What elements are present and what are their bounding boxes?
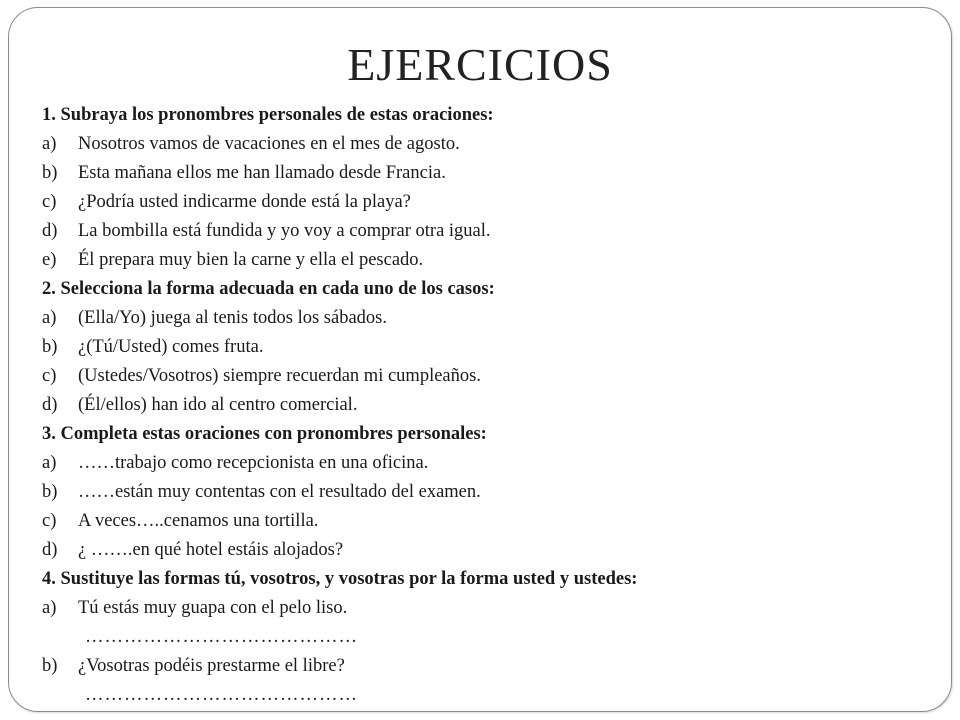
item-letter: a) [42, 453, 57, 473]
item-text: Nosotros vamos de vacaciones en el mes de agosto. [78, 134, 460, 154]
section-4-heading: 4. Sustituye las formas tú, vosotros, y vosotras por la forma usted y ustedes: [42, 569, 638, 589]
item-letter: d) [42, 540, 58, 560]
section-3-heading: 3. Completa estas oraciones con pronombres personales: [42, 424, 487, 444]
item-text: ¿ …….en qué hotel estáis alojados? [78, 540, 344, 560]
section-2-heading: 2. Selecciona la forma adecuada en cada uno de los casos: [42, 279, 495, 299]
page-title: EJERCICIOS [347, 39, 613, 90]
item-text: (Ustedes/Vosotros) siempre recuerdan mi cumpleaños. [78, 366, 481, 386]
slide [8, 7, 952, 712]
item-letter: d) [42, 395, 58, 415]
item-letter: b) [42, 337, 58, 357]
answer-line: …………………………………… [85, 685, 358, 705]
list-item [42, 333, 942, 362]
item-text: A veces…..cenamos una tortilla. [78, 511, 319, 531]
item-text: ¿(Tú/Usted) comes fruta. [78, 337, 264, 357]
item-letter: b) [42, 163, 58, 183]
item-text: (Él/ellos) han ido al centro comercial. [78, 395, 358, 415]
item-letter: a) [42, 308, 57, 328]
item-letter: b) [42, 482, 58, 502]
item-letter: c) [42, 366, 57, 386]
item-letter: c) [42, 511, 57, 531]
list-item [42, 130, 942, 159]
list-item [42, 652, 942, 681]
section-1-heading: 1. Subraya los pronombres personales de estas oraciones: [42, 105, 494, 125]
item-text: Él prepara muy bien la carne y ella el pescado. [78, 250, 424, 270]
list-item [42, 478, 942, 507]
list-item [42, 536, 942, 565]
list-item [42, 362, 942, 391]
item-letter: c) [42, 192, 57, 212]
list-item [42, 188, 942, 217]
answer-line: …………………………………… [85, 627, 358, 647]
list-item [42, 449, 942, 478]
item-text: Esta mañana ellos me han llamado desde Francia. [78, 163, 446, 183]
item-text: La bombilla está fundida y yo voy a comprar otra igual. [78, 221, 491, 241]
list-item [42, 304, 942, 333]
item-letter: e) [42, 250, 57, 270]
item-text: ……están muy contentas con el resultado del examen. [78, 482, 481, 502]
list-item [42, 217, 942, 246]
item-letter: d) [42, 221, 58, 241]
item-text: (Ella/Yo) juega al tenis todos los sábados. [78, 308, 387, 328]
item-text: Tú estás muy guapa con el pelo liso. [78, 598, 348, 618]
item-text: ¿Podría usted indicarme donde está la playa? [78, 192, 411, 212]
list-item [42, 246, 942, 275]
item-text: ……trabajo como recepcionista en una oficina. [78, 453, 429, 473]
item-letter: a) [42, 598, 57, 618]
item-letter: b) [42, 656, 58, 676]
list-item [42, 594, 942, 623]
list-item [42, 391, 942, 420]
exercise-list [42, 101, 942, 710]
item-text: ¿Vosotras podéis prestarme el libre? [78, 656, 345, 676]
list-item [42, 159, 942, 188]
list-item [42, 507, 942, 536]
item-letter: a) [42, 134, 57, 154]
